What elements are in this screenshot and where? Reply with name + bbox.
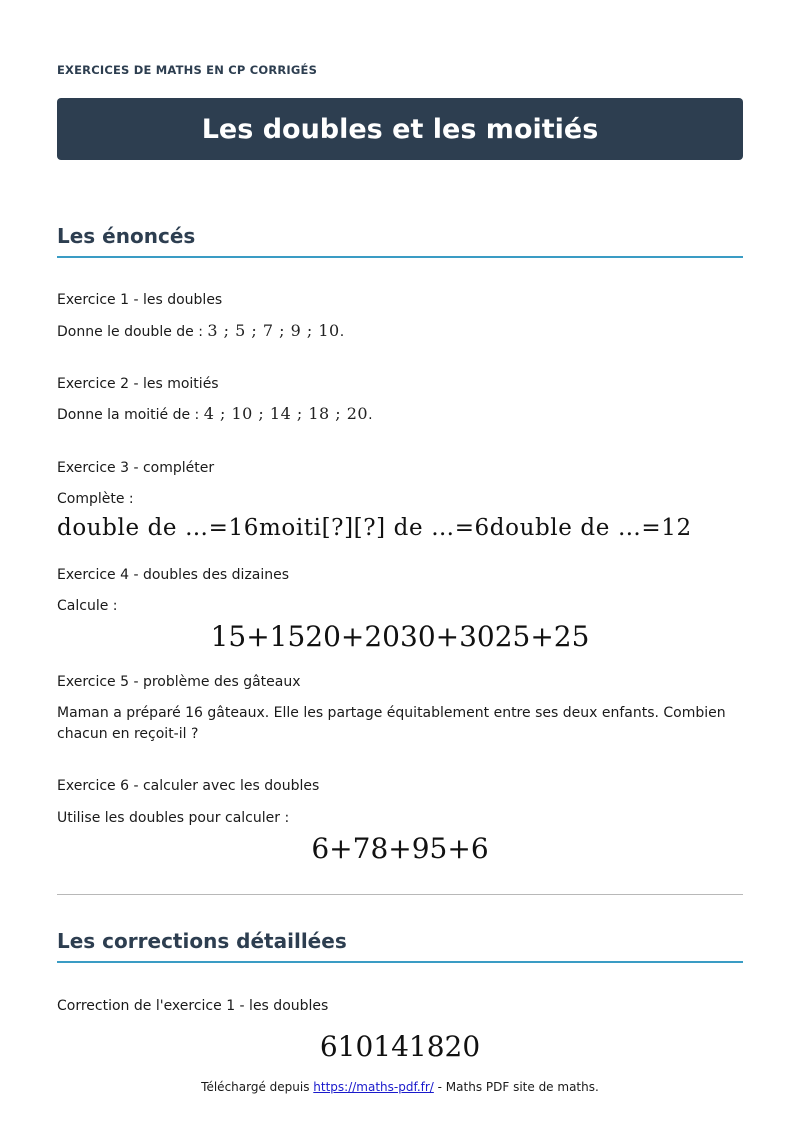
exercise-5-title: Exercice 5 - problème des gâteaux xyxy=(57,674,301,690)
document-kicker: EXERCICES DE MATHS EN CP CORRIGÉS xyxy=(57,63,318,77)
exercise-2-prompt: Donne la moitié de : xyxy=(57,407,200,423)
section-divider xyxy=(57,894,743,895)
exercise-6-title: Exercice 6 - calculer avec les doubles xyxy=(57,778,320,794)
exercise-1-suffix: . xyxy=(339,324,345,340)
exercise-4-math: 15+1520+2030+3025+25 xyxy=(210,620,590,653)
exercise-2-math: 4 ; 10 ; 14 ; 18 ; 20 xyxy=(203,404,369,423)
correction-1-math: 610141820 xyxy=(319,1030,481,1063)
footer-suffix: - Maths PDF site de maths. xyxy=(433,1080,599,1094)
section-title-statements: Les énoncés xyxy=(57,224,743,258)
exercise-3-prompt: Complète : xyxy=(57,491,134,507)
exercise-2-title: Exercice 2 - les moitiés xyxy=(57,376,219,392)
exercise-1-title: Exercice 1 - les doubles xyxy=(57,292,223,308)
footer-link[interactable]: https://maths-pdf.fr/ xyxy=(313,1080,434,1094)
exercise-3-title: Exercice 3 - compléter xyxy=(57,460,215,476)
exercise-1-prompt-line xyxy=(57,321,344,342)
exercise-6-prompt: Utilise les doubles pour calculer : xyxy=(57,810,290,826)
title-banner xyxy=(57,98,743,160)
footer-prefix: Téléchargé depuis xyxy=(201,1080,314,1094)
section-title-corrections: Les corrections détaillées xyxy=(57,929,743,963)
exercise-4-prompt: Calcule : xyxy=(57,598,118,614)
exercise-6-math: 6+78+95+6 xyxy=(311,832,489,865)
exercise-2-prompt-line xyxy=(57,404,373,425)
exercise-2-suffix: . xyxy=(368,407,373,423)
exercise-4-title: Exercice 4 - doubles des dizaines xyxy=(57,567,290,583)
exercise-1-prompt: Donne le double de : xyxy=(57,324,203,340)
exercise-3-math: double de …=16moiti[?][?] de …=6double de …=12 xyxy=(57,515,692,541)
page-title: Les doubles et les moitiés xyxy=(201,113,599,145)
correction-1-title: Correction de l'exercice 1 - les doubles xyxy=(57,998,329,1014)
exercise-1-math: 3 ; 5 ; 7 ; 9 ; 10 xyxy=(207,321,340,340)
exercise-5-prompt: Maman a préparé 16 gâteaux. Elle les partage équitablement entre ses deux enfants. Combien chacun en reçoit-il ? xyxy=(57,705,726,742)
page-footer xyxy=(0,1080,800,1094)
